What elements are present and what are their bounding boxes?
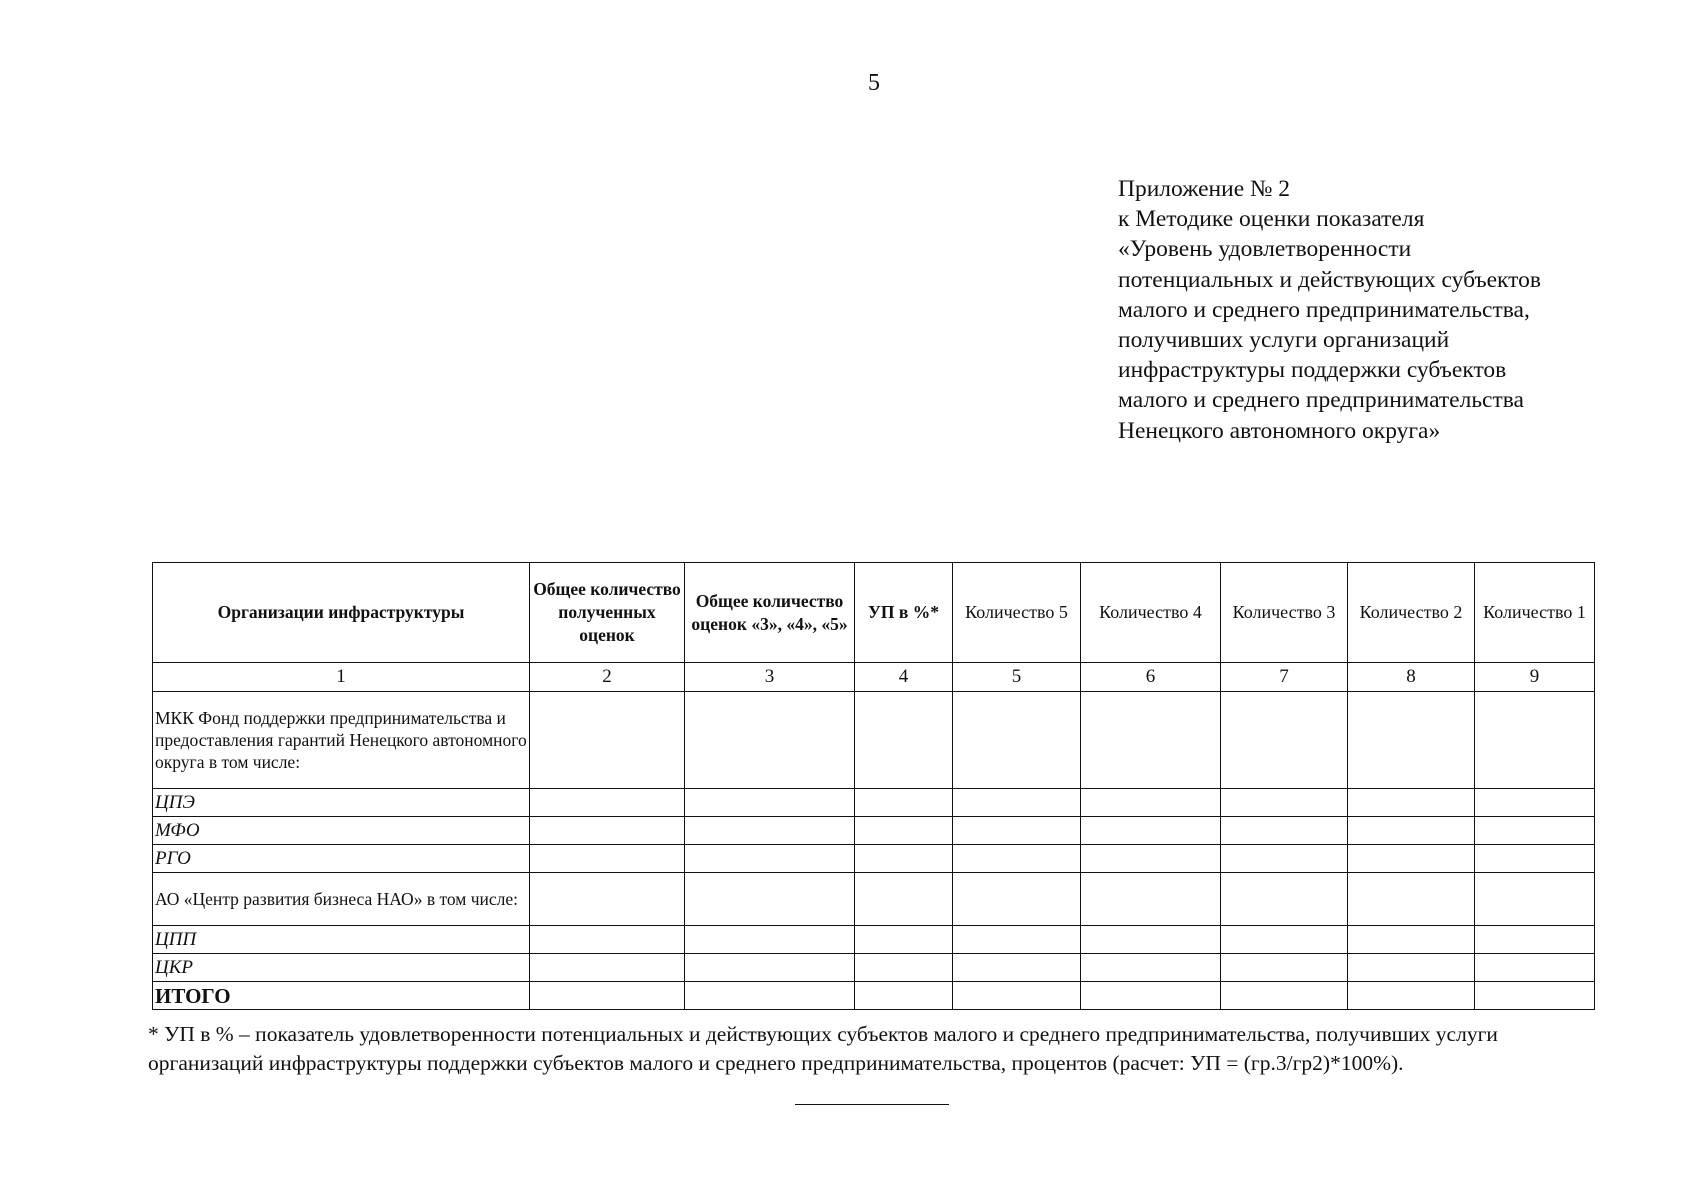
- page-number: 5: [868, 70, 880, 96]
- table-cell: [530, 873, 685, 926]
- table-header-row: [153, 563, 1595, 663]
- row-label: РГО: [153, 845, 530, 873]
- table-cell: [1081, 845, 1221, 873]
- header-total-ratings: Общее количество полученных оценок: [530, 563, 685, 663]
- row-label: АО «Центр развития бизнеса НАО» в том числе:: [153, 873, 530, 926]
- table-cell: [685, 789, 855, 817]
- table-row: [153, 817, 1595, 845]
- table-cell: [1475, 817, 1595, 845]
- table-cell: [530, 817, 685, 845]
- header-count-5: Количество 5: [953, 563, 1081, 663]
- footnote-line: * УП в % – показатель удовлетворенности потенциальных и действующих субъектов малого и среднего предпринимательства, получивших услуги: [148, 1022, 1498, 1046]
- table-cell: [685, 954, 855, 982]
- column-number: 3: [685, 663, 855, 692]
- appendix-line: потенциальных и действующих субъектов: [1118, 266, 1541, 293]
- column-number-row: [153, 663, 1595, 692]
- table-cell: [953, 692, 1081, 789]
- table-cell: [1221, 873, 1348, 926]
- table-cell: [953, 789, 1081, 817]
- table-cell: [685, 845, 855, 873]
- table-cell: [1081, 873, 1221, 926]
- table-total-row: [153, 982, 1595, 1010]
- table-cell: [855, 845, 953, 873]
- header-satisfaction-percent: УП в %*: [855, 563, 953, 663]
- appendix-line: получивших услуги организаций: [1118, 327, 1450, 354]
- table-cell: [1348, 926, 1475, 954]
- table-cell: [953, 954, 1081, 982]
- table-cell: [530, 789, 685, 817]
- table-cell: [953, 817, 1081, 845]
- table-cell: [1475, 954, 1595, 982]
- table-cell: [1475, 692, 1595, 789]
- table-cell: [530, 845, 685, 873]
- header-organizations: Организации инфраструктуры: [153, 563, 530, 663]
- column-number: 7: [1221, 663, 1348, 692]
- table-cell: [685, 926, 855, 954]
- table-cell: [855, 873, 953, 926]
- header-ratings-3-4-5: Общее количество оценок «3», «4», «5»: [685, 563, 855, 663]
- appendix-line: Ненецкого автономного округа»: [1118, 417, 1441, 444]
- footnote-line: организаций инфраструктуры поддержки субъектов малого и среднего предпринимательства, процентов (расчет: УП = (гр.3/гр2)*100%).: [148, 1051, 1404, 1075]
- table-cell: [1221, 817, 1348, 845]
- table-cell: [685, 817, 855, 845]
- table-cell: [1081, 954, 1221, 982]
- table-cell: [1081, 789, 1221, 817]
- column-number: 6: [1081, 663, 1221, 692]
- table-cell: [855, 982, 953, 1010]
- table-cell: [855, 817, 953, 845]
- table-cell: [1081, 692, 1221, 789]
- column-number: 5: [953, 663, 1081, 692]
- table-cell: [1348, 954, 1475, 982]
- table-cell: [855, 789, 953, 817]
- table-row: [153, 926, 1595, 954]
- table-cell: [1348, 873, 1475, 926]
- infrastructure-report-table: [152, 562, 1595, 1010]
- column-number: 9: [1475, 663, 1595, 692]
- table-cell: [530, 926, 685, 954]
- row-label: ЦПЭ: [153, 789, 530, 817]
- table-cell: [1221, 692, 1348, 789]
- appendix-heading: [1118, 174, 1638, 446]
- table-cell: [1081, 817, 1221, 845]
- table-cell: [1221, 789, 1348, 817]
- table-cell: [1348, 982, 1475, 1010]
- table-cell: [953, 926, 1081, 954]
- table-cell: [1475, 789, 1595, 817]
- table-row: [153, 692, 1595, 789]
- table-cell: [1221, 926, 1348, 954]
- column-number: 2: [530, 663, 685, 692]
- table-cell: [855, 954, 953, 982]
- table-cell: [1081, 982, 1221, 1010]
- table-cell: [855, 692, 953, 789]
- appendix-line: малого и среднего предпринимательства,: [1118, 296, 1530, 323]
- table-row: [153, 845, 1595, 873]
- row-label: ИТОГО: [153, 982, 530, 1010]
- table-cell: [1475, 845, 1595, 873]
- table-cell: [1221, 845, 1348, 873]
- table-cell: [1348, 845, 1475, 873]
- header-count-1: Количество 1: [1475, 563, 1595, 663]
- table-cell: [855, 926, 953, 954]
- table-cell: [1348, 789, 1475, 817]
- appendix-line: Приложение № 2: [1118, 176, 1291, 202]
- header-count-3: Количество 3: [1221, 563, 1348, 663]
- table-cell: [1475, 982, 1595, 1010]
- table-cell: [1221, 954, 1348, 982]
- table-cell: [685, 692, 855, 789]
- table-cell: [1475, 926, 1595, 954]
- appendix-line: инфраструктуры поддержки субъектов: [1118, 357, 1507, 384]
- table-cell: [1221, 982, 1348, 1010]
- column-number: 8: [1348, 663, 1475, 692]
- header-count-2: Количество 2: [1348, 563, 1475, 663]
- row-label: МФО: [153, 817, 530, 845]
- table-cell: [530, 692, 685, 789]
- table-row: [153, 873, 1595, 926]
- header-count-4: Количество 4: [1081, 563, 1221, 663]
- appendix-line: к Методике оценки показателя: [1118, 206, 1425, 233]
- table-cell: [530, 954, 685, 982]
- row-label: МКК Фонд поддержки предпринимательства и предоставления гарантий Ненецкого автономного округа в том числе:: [153, 692, 530, 789]
- column-number: 4: [855, 663, 953, 692]
- table-row: [153, 789, 1595, 817]
- table-row: [153, 954, 1595, 982]
- table-cell: [953, 873, 1081, 926]
- table-cell: [1348, 692, 1475, 789]
- row-label: ЦПП: [153, 926, 530, 954]
- table-cell: [1475, 873, 1595, 926]
- table-cell: [1081, 926, 1221, 954]
- table-cell: [1348, 817, 1475, 845]
- table-cell: [685, 873, 855, 926]
- bottom-divider: [795, 1104, 949, 1105]
- column-number: 1: [153, 663, 530, 692]
- appendix-line: малого и среднего предпринимательства: [1118, 387, 1524, 414]
- table-cell: [953, 845, 1081, 873]
- row-label: ЦКР: [153, 954, 530, 982]
- table-cell: [953, 982, 1081, 1010]
- appendix-line: «Уровень удовлетворенности: [1118, 236, 1412, 263]
- table-cell: [685, 982, 855, 1010]
- table-cell: [530, 982, 685, 1010]
- footnote: [148, 1020, 1618, 1078]
